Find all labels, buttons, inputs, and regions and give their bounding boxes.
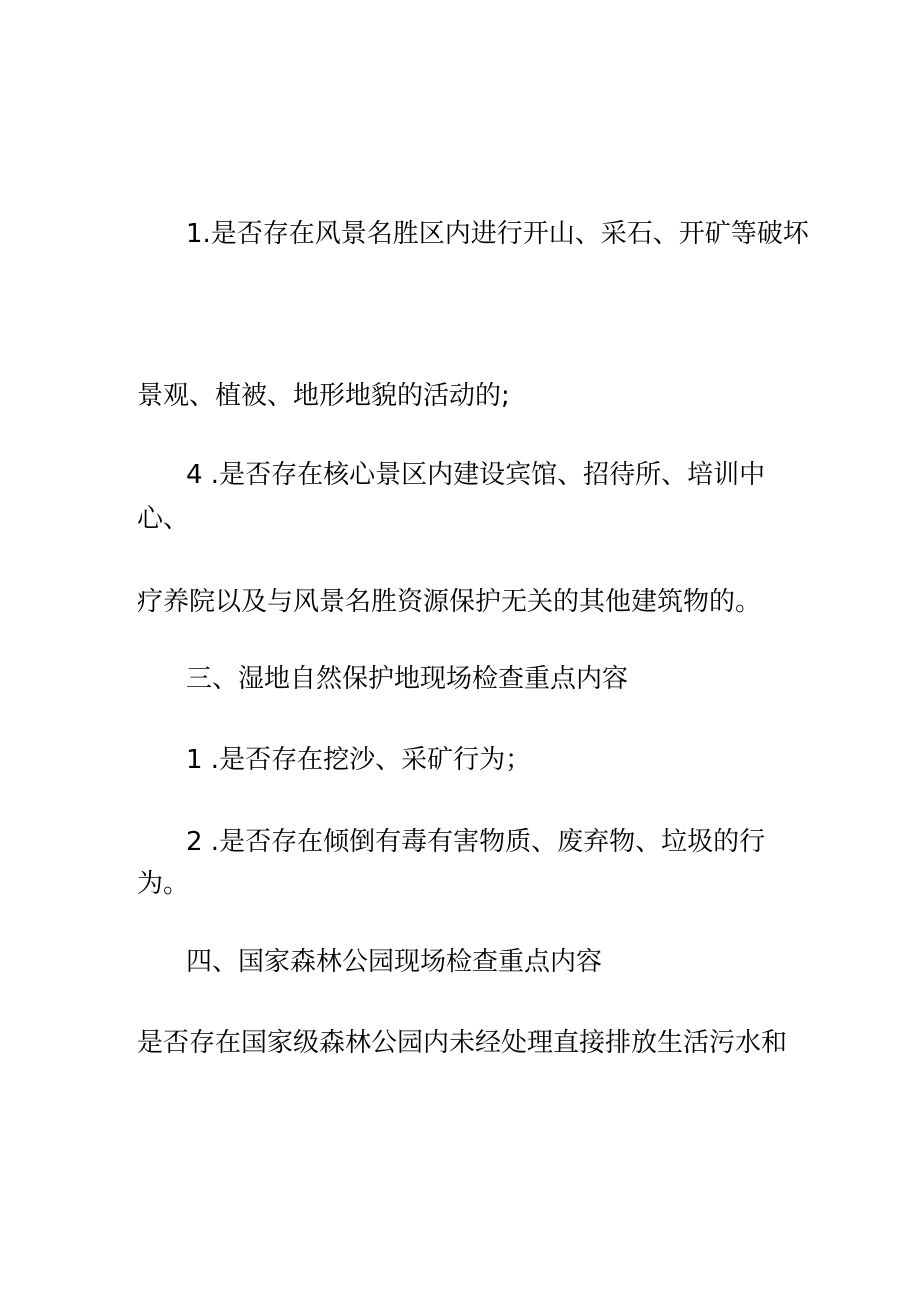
list-item-4-line-1: 4 .是否存在核心景区内建设宾馆、招待所、培训中	[186, 460, 766, 490]
list-item-4-line-2: 心、	[137, 504, 190, 534]
section-heading-wetland: 三、湿地自然保护地现场检查重点内容	[186, 664, 629, 694]
list-item-1-line-2: 景观、植被、地形地貌的活动的;	[137, 381, 510, 411]
list-item-1-line-1: 1.是否存在风景名胜区内进行开山、采石、开矿等破坏	[186, 219, 809, 249]
wetland-item-1: 1 .是否存在挖沙、采矿行为；	[186, 745, 532, 775]
section-heading-forest-park: 四、国家森林公园现场检查重点内容	[186, 947, 603, 977]
wetland-item-2-line-2: 为。	[137, 869, 190, 899]
wetland-item-2-line-1: 2 .是否存在倾倒有毒有害物质、废弃物、垃圾的行	[186, 827, 766, 857]
list-item-4-line-3: 疗养院以及与风景名胜资源保护无关的其他建筑物的。	[137, 587, 762, 617]
forest-park-paragraph: 是否存在国家级森林公园内未经处理直接排放生活污水和	[137, 1028, 788, 1058]
